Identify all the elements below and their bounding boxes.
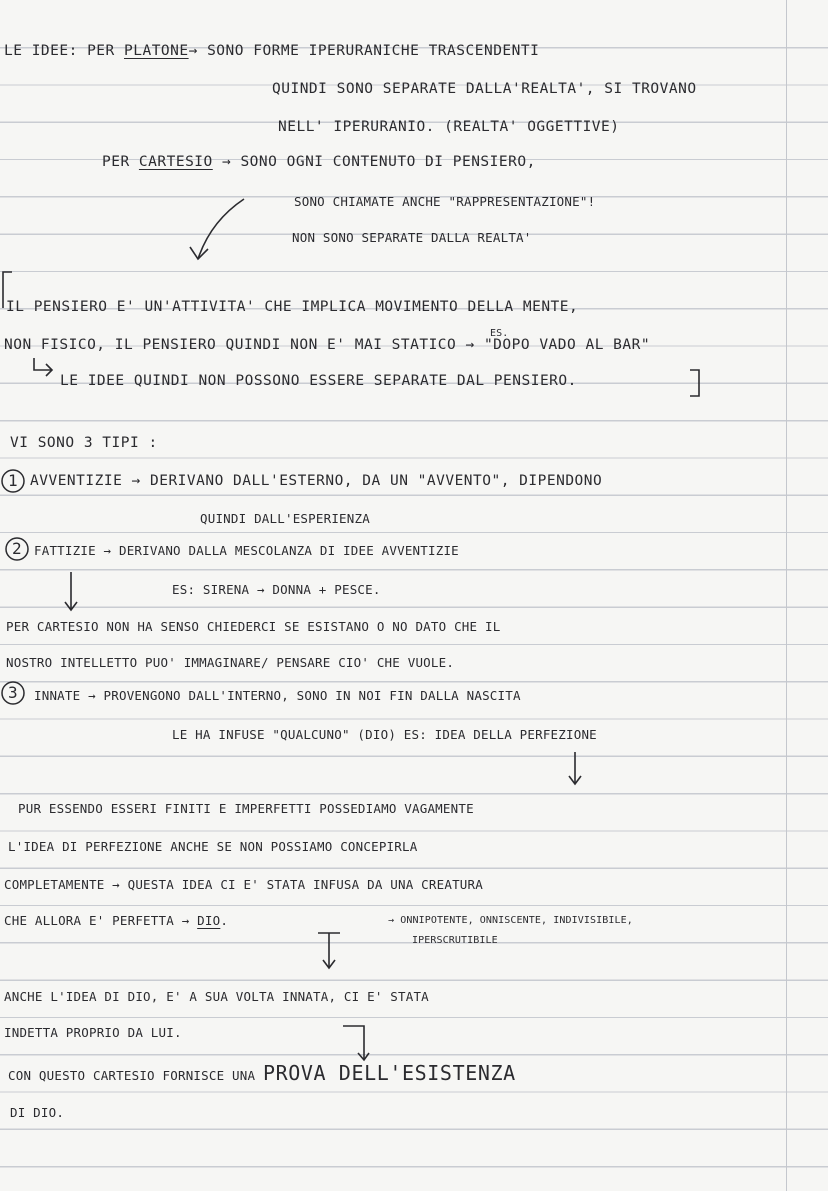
item-number: 2	[12, 539, 22, 558]
notes-line: LE IDEE QUINDI NON POSSONO ESSERE SEPARATE DAL PENSIERO.	[60, 373, 577, 389]
notes-line: ES: SIRENA → DONNA + PESCE.	[172, 582, 381, 597]
margin-line	[786, 0, 787, 1191]
notes-line: → ONNIPOTENTE, ONNISCENTE, INDIVISIBILE,	[388, 915, 633, 926]
text-fragment: .	[220, 913, 229, 928]
notes-line: ANCHE L'IDEA DI DIO, E' A SUA VOLTA INNATA, CI E' STATA	[4, 989, 429, 1004]
notes-line: VI SONO 3 TIPI :	[10, 435, 158, 451]
notes-line	[4, 912, 228, 930]
notes-line: INNATE → PROVENGONO DALL'INTERNO, SONO IN NOI FIN DALLA NASCITA	[34, 688, 521, 703]
text-fragment: → SONO OGNI CONTENUTO DI PENSIERO,	[212, 154, 536, 170]
cartesio-label: CARTESIO	[138, 154, 213, 170]
down-arrow-icon	[314, 930, 344, 974]
text-fragment: "DOPO VADO AL BAR"	[483, 337, 651, 353]
item-number: 1	[8, 471, 18, 490]
notes-line: FATTIZIE → DERIVANO DALLA MESCOLANZA DI IDEE AVVENTIZIE	[34, 543, 459, 558]
notes-line: IPERSCRUTIBILE	[412, 935, 498, 946]
item-number: 3	[8, 683, 18, 702]
notes-line: NON SONO SEPARATE DALLA REALTA'	[292, 230, 532, 245]
highlight-text: PROVA DELL'ESISTENZA	[262, 1061, 516, 1085]
notes-line: PER CARTESIO NON HA SENSO CHIEDERCI SE ESISTANO O NO DATO CHE IL	[6, 619, 501, 634]
notes-line: NELL' IPERURANIO. (REALTA' OGGETTIVE)	[278, 119, 620, 135]
text-fragment: CON QUESTO CARTESIO FORNISCE UNA	[8, 1068, 263, 1083]
bracket-icon	[688, 368, 702, 398]
down-arrow-icon	[340, 1022, 370, 1066]
notes-line: L'IDEA DI PERFEZIONE ANCHE SE NON POSSIAMO CONCEPIRLA	[8, 839, 418, 854]
text-fragment: → SONO FORME IPERURANICHE TRASCENDENTI	[188, 43, 540, 59]
notes-line: QUINDI SONO SEPARATE DALLA'REALTA', SI TROVANO	[272, 81, 697, 97]
notes-line	[4, 328, 651, 354]
notes-line	[8, 1061, 516, 1085]
notes-line: AVVENTIZIE → DERIVANO DALL'ESTERNO, DA UN "AVVENTO", DIPENDONO	[30, 473, 603, 489]
text-fragment: PER	[102, 154, 139, 170]
notes-line: LE HA INFUSE "QUALCUNO" (DIO) ES: IDEA DELLA PERFEZIONE	[172, 727, 597, 742]
notes-line: NOSTRO INTELLETTO PUO' IMMAGINARE/ PENSARE CIO' CHE VUOLE.	[6, 655, 455, 670]
down-arrow-icon	[566, 750, 584, 788]
notes-line: INDETTA PROPRIO DA LUI.	[4, 1025, 182, 1040]
notes-line	[102, 153, 536, 171]
dio-label: DIO	[197, 913, 221, 928]
hook-arrow-icon	[30, 356, 58, 380]
curved-arrow-icon	[186, 195, 250, 267]
text-fragment: NON FISICO, IL PENSIERO QUINDI NON E' MAI STATICO →	[4, 337, 484, 353]
notes-line: COMPLETAMENTE → QUESTA IDEA CI E' STATA INFUSA DA UNA CREATURA	[4, 877, 483, 892]
notes-line	[4, 42, 539, 60]
text-fragment: CHE ALLORA E' PERFETTA →	[4, 913, 198, 928]
notes-line: IL PENSIERO E' UN'ATTIVITA' CHE IMPLICA MOVIMENTO DELLA MENTE,	[6, 299, 579, 315]
text-fragment: LE IDEE: PER	[4, 43, 124, 59]
notes-line: PUR ESSENDO ESSERI FINITI E IMPERFETTI POSSEDIAMO VAGAMENTE	[18, 801, 474, 816]
es-note: ES.	[489, 328, 509, 339]
platone-label: PLATONE	[124, 43, 189, 59]
down-arrow-icon	[62, 570, 80, 614]
notes-line: DI DIO.	[10, 1105, 65, 1120]
notes-line: QUINDI DALL'ESPERIENZA	[200, 511, 370, 526]
notes-line: SONO CHIAMATE ANCHE "RAPPRESENTAZIONE"!	[294, 194, 596, 209]
